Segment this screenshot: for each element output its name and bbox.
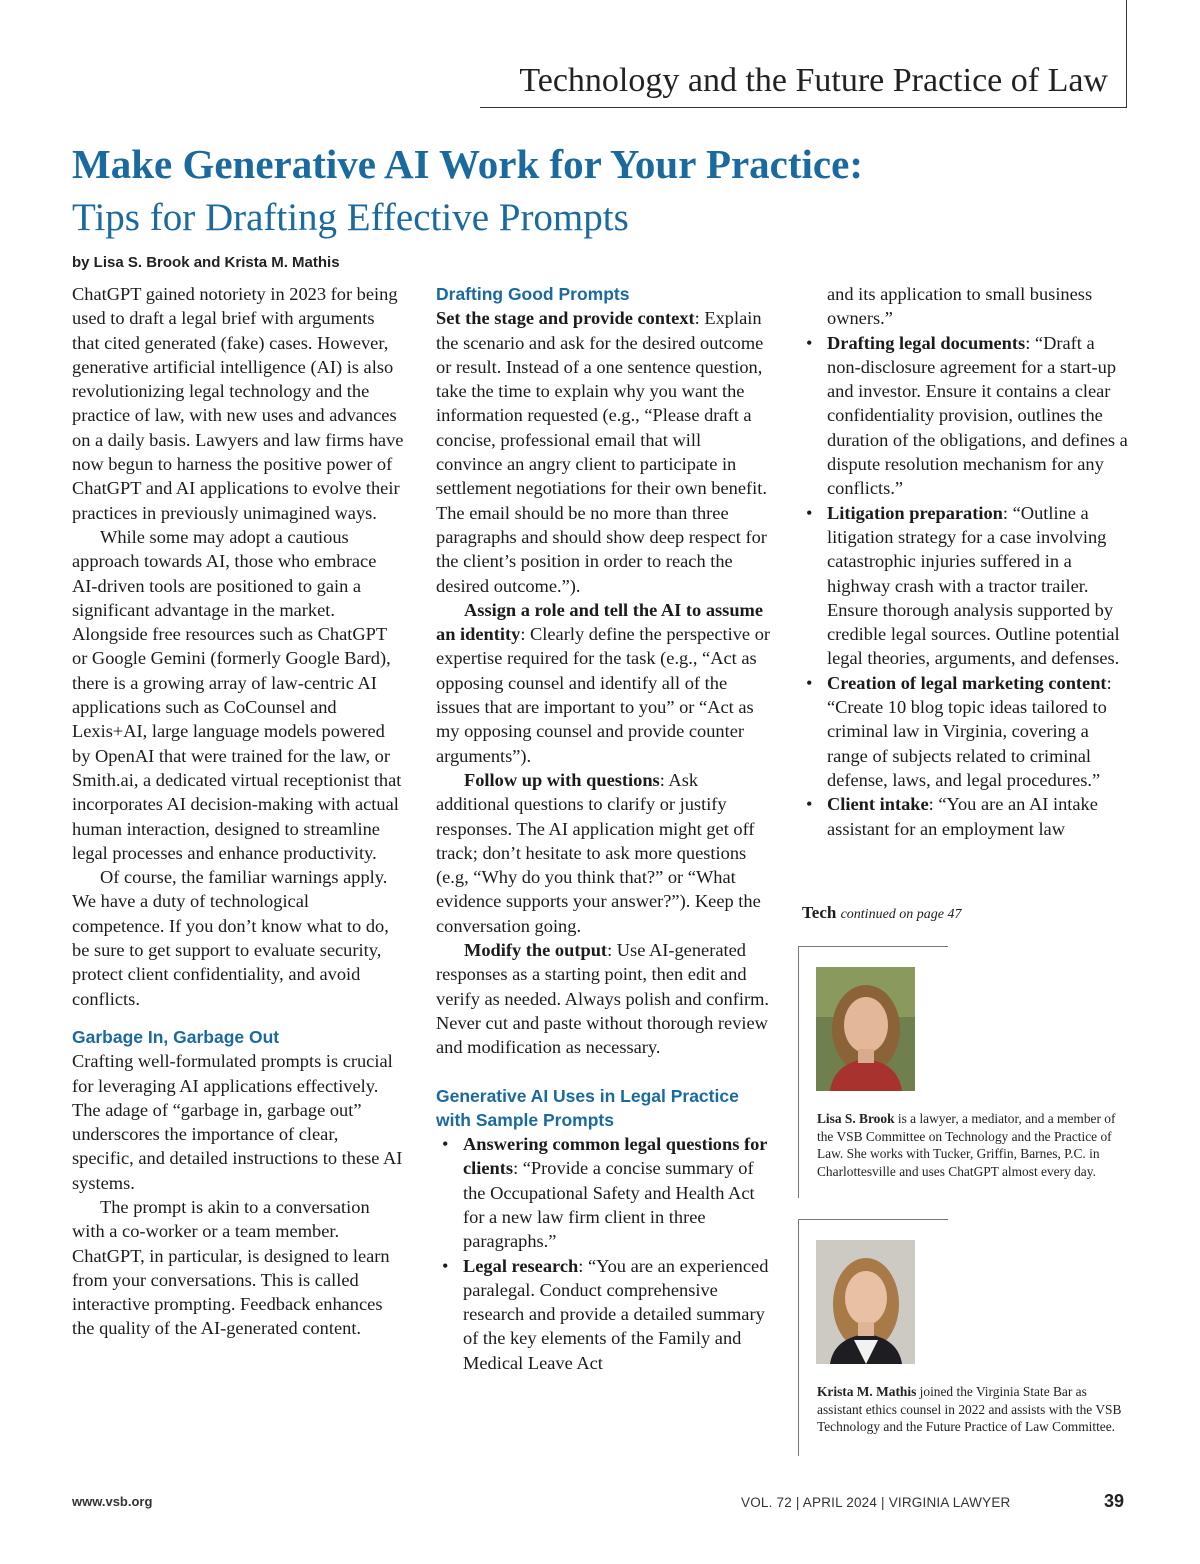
- column-3: [800, 282, 1130, 841]
- paragraph: Modify the output: Use AI-generated responses as a starting point, then edit and verify as needed. Always polish and confirm. Never cut and paste without thorough review and modification as necessary.: [436, 940, 769, 1058]
- section-title: Technology and the Future Practice of Law: [519, 62, 1108, 99]
- column-2: [436, 282, 772, 1375]
- subheading-drafting-good-prompts: Drafting Good Prompts: [436, 284, 630, 304]
- paragraph: Assign a role and tell the AI to assume an identity: Clearly define the perspective or expertise required for the task (e.g., “Act as opposing counsel and identify all of the issues that are important to you” or “Act as my opposing counsel and provide counter arguments”).: [436, 599, 771, 766]
- bio-divider: [798, 946, 948, 947]
- paragraph: Set the stage and provide context: Explain the scenario and ask for the desired outcome or result. Instead of a one sentence question, take the time to explain why you want the information requested (e.g., “Please draft a concise, professional email that will convince an angry client to participate in settlement negotiations for their own benefit. The email should be no more than three paragraphs and should show deep respect for the client’s position in order to reach the desired outcome.”).: [436, 308, 767, 596]
- continued-label: Tech: [802, 903, 837, 922]
- paragraph: Crafting well-formulated prompts is crucial for leveraging AI applications effectively. The adage of “garbage in, garbage out” underscores the importance of clear, specific, and detailed instructions to these AI systems.: [72, 1051, 403, 1193]
- portrait-image: [816, 967, 915, 1091]
- author-photo-lisa-brook: [816, 967, 915, 1091]
- paragraph: ChatGPT gained notoriety in 2023 for being used to draft a legal brief with arguments that cited generated (fake) cases. However, generative artificial intelligence (AI) is also revolutionizing legal technology and the practice of law, with new uses and advances on a daily basis. Lawyers and law firms have now begun to harness the positive power of ChatGPT and AI applications to evolve their practices in previously unimagined ways.: [72, 284, 404, 523]
- bio-divider: [798, 946, 799, 1198]
- continued-text: continued on page 47: [840, 907, 962, 922]
- paragraph: While some may adopt a cautious approach towards AI, those who embrace AI-driven tools are positioned to gain a significant advantage in the market. Alongside free resources such as ChatGPT or Google Gemini (formerly Google Bard), there is a growing array of law-centric AI applications such as CoCounsel and Lexis+AI, large language models powered by OpenAI that were trained for the law, or Smith.ai, a dedicated virtual receptionist that incorporates AI decision-making with actual human interaction, designed to streamline legal processes and enhance productivity.: [72, 526, 402, 863]
- header-rule-vertical: [1126, 0, 1127, 108]
- list-item-continuation: and its application to small business owners.”: [827, 284, 1093, 329]
- bio-lisa-brook: Lisa S. Brook is a lawyer, a mediator, and a member of the VSB Committee on Technology and the Practice of Law. She works with Tucker, Griffin, Barnes, P.C. in Charlottesville and uses ChatGPT almost every day.: [817, 1111, 1116, 1179]
- list-item: • Client intake: “You are an AI intake assistant for an employment law: [800, 792, 1130, 841]
- subheading-generative-ai-uses: Generative AI Uses in Legal Practice with Sample Prompts: [436, 1085, 739, 1130]
- bio-krista-mathis: Krista M. Mathis joined the Virginia State Bar as assistant ethics counsel in 2022 and assists with the VSB Technology and the Future Practice of Law Committee.: [817, 1384, 1122, 1434]
- byline: by Lisa S. Brook and Krista M. Mathis: [72, 254, 340, 271]
- list-item: • Legal research: “You are an experienced paralegal. Conduct comprehensive research and provide a detailed summary of the key elements of the Family and Medical Leave Act: [436, 1254, 772, 1375]
- continued-notice: [802, 903, 962, 923]
- paragraph: Of course, the familiar warnings apply. We have a duty of technological competence. If you don’t know what to do, be sure to get support to evaluate security, protect client confidentiality, and avoid conflicts.: [72, 867, 389, 1009]
- tip-term: Assign a role and tell the AI to assume an identity: [436, 599, 764, 645]
- list-item: • Answering common legal questions for clients: “Provide a concise summary of the Occupational Safety and Health Act for a new law firm client in three paragraphs.”: [436, 1132, 772, 1253]
- author-photo-krista-mathis: [816, 1240, 915, 1364]
- tip-term: Follow up with questions: [464, 769, 660, 790]
- list-item: • Creation of legal marketing content: “Create 10 blog topic ideas tailored to criminal law in Virginia, covering a range of subjects related to criminal defense, laws, and legal procedures.”: [800, 671, 1130, 792]
- footer-website: www.vsb.org: [72, 1494, 153, 1509]
- header-rule-horizontal: [480, 107, 1127, 108]
- list-item: • Drafting legal documents: “Draft a non-disclosure agreement for a start-up and investor. Ensure it contains a clear confidentiality provision, outlines the duration of the obligations, and defines a dispute resolution mechanism for any conflicts.”: [800, 331, 1130, 501]
- paragraph: Follow up with questions: Ask additional questions to clarify or justify responses. The AI application might get off track; don’t hesitate to ask more questions (e.g, “Why do you think that?” or “What evidence supports your answer?”). Keep the conversation going.: [436, 769, 761, 936]
- article-subtitle: Tips for Drafting Effective Prompts: [72, 196, 629, 239]
- footer-issue: VOL. 72 | APRIL 2024 | VIRGINIA LAWYER: [741, 1495, 1011, 1510]
- column-1: [72, 282, 404, 1341]
- subheading-garbage-in: Garbage In, Garbage Out: [72, 1026, 280, 1047]
- paragraph: The prompt is akin to a conversation with a co-worker or a team member. ChatGPT, in particular, is designed to learn from your conversations. This is called interactive prompting. Feedback enhances the quality of the AI-generated content.: [72, 1196, 390, 1339]
- bio-divider: [798, 1219, 799, 1456]
- list-item: • Litigation preparation: “Outline a litigation strategy for a case involving catastrophic injuries suffered in a highway crash with a tractor trailer. Ensure thorough analysis supported by credible legal sources. Outline potential legal theories, arguments, and defenses.: [800, 501, 1130, 671]
- portrait-image: [816, 1240, 915, 1364]
- tip-term: Modify the output: [464, 940, 608, 961]
- page-number: 39: [1104, 1491, 1125, 1511]
- tip-term: Set the stage and provide context: [436, 308, 695, 329]
- bio-divider: [798, 1219, 948, 1220]
- article-title: Make Generative AI Work for Your Practice:: [72, 141, 863, 187]
